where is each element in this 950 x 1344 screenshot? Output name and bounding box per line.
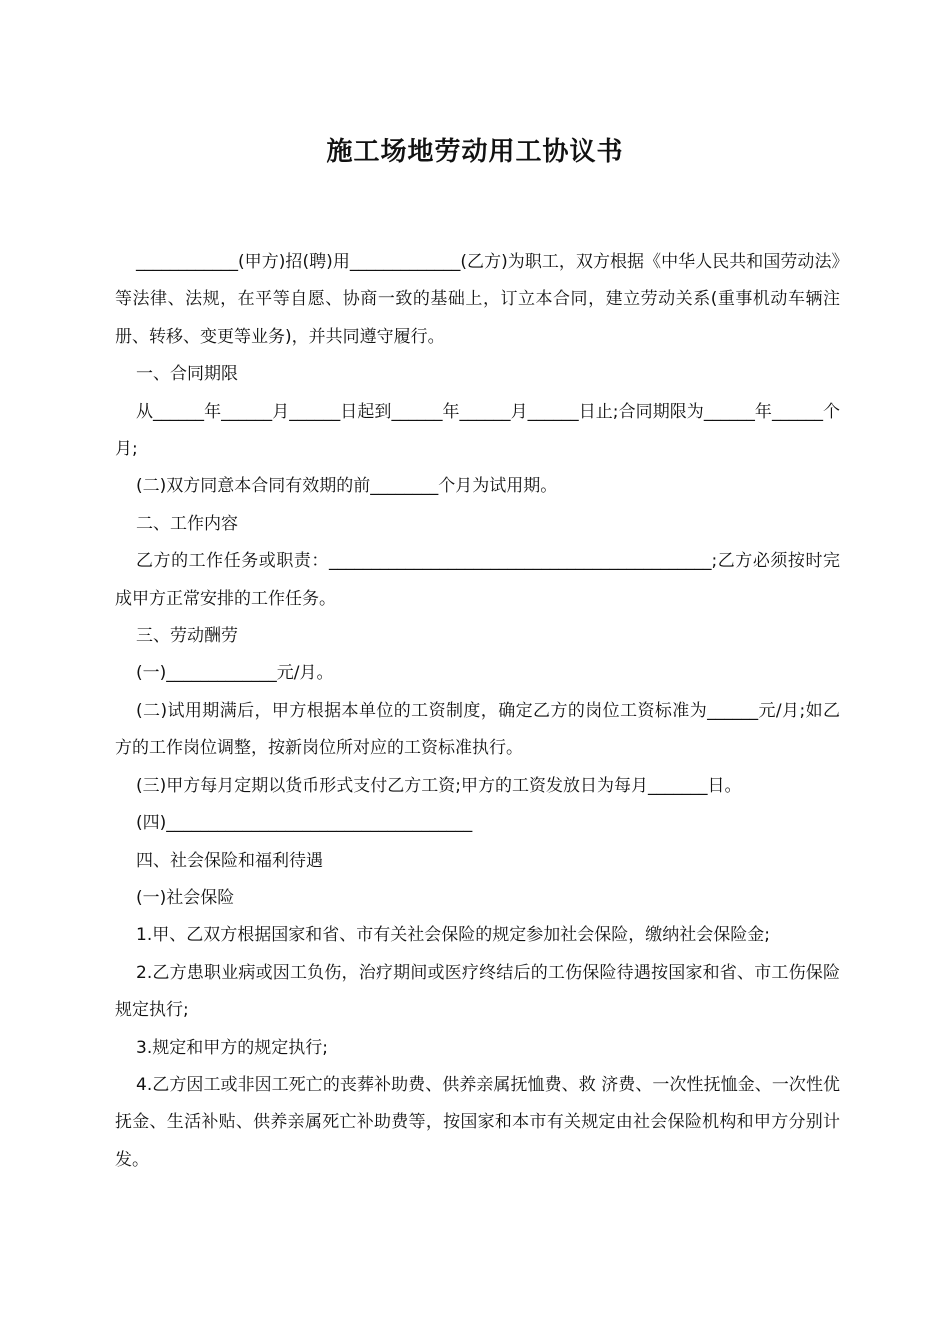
section-heading-work-content: 二、工作内容 [136,513,238,534]
insurance-item-3: 3.规定和甲方的规定执行; [136,1037,328,1058]
document-title: 施工场地劳动用工协议书 [326,137,624,167]
remuneration-item-2: (二)试用期满后，甲方根据本单位的工资制度，确定乙方的岗位工资标准为______元/月;如乙方的工作岗位调整，按新岗位所对应的工资标准执行。 [115,700,840,759]
document-body [115,244,840,1179]
remuneration-item-3: (三)甲方每月定期以货币形式支付乙方工资;甲方的工资发放日为每月_______日。 [136,775,742,796]
section-heading-remuneration: 三、劳动酬劳 [136,626,238,647]
intro-paragraph: ____________(甲方)招(聘)用_____________(乙方)为职工，双方根据《中华人民共和国劳动法》等法律、法规，在平等自愿、协商一致的基础上，订立本合同，建立劳动关系(重事机动车辆注册、转移、变更等业务)，并共同遵守履行。 [115,252,840,347]
remuneration-item-1: (一)_____________元/月。 [136,663,334,684]
remuneration-item-4: (四)____________________________________ [136,813,473,834]
section-heading-social-insurance: 四、社会保险和福利待遇 [136,850,323,871]
insurance-item-2: 2.乙方患职业病或因工负伤，治疗期间或医疗终结后的工伤保险待遇按国家和省、市工伤保险规定执行; [115,962,840,1021]
contract-term-paragraph: 从______年______月______日起到______年______月______日止;合同期限为______年______个月; [115,401,840,460]
probation-paragraph: (二)双方同意本合同有效期的前________个月为试用期。 [136,476,558,497]
insurance-item-4: 4.乙方因工或非因工死亡的丧葬补助费、供养亲属抚恤费、救 济费、一次性抚恤金、一次性优抚金、生活补贴、供养亲属死亡补助费等，按国家和本市有关规定由社会保险机构和甲方分别计发。 [115,1074,840,1170]
work-duties-paragraph: 乙方的工作任务或职责：_____________________________________________;乙方必须按时完成甲方正常安排的工作任务。 [115,551,840,609]
subheading-social-insurance: (一)社会保险 [136,887,235,908]
insurance-item-1: 1.甲、乙双方根据国家和省、市有关社会保险的规定参加社会保险，缴纳社会保险金; [136,925,770,946]
section-heading-contract-term: 一、合同期限 [136,364,238,385]
